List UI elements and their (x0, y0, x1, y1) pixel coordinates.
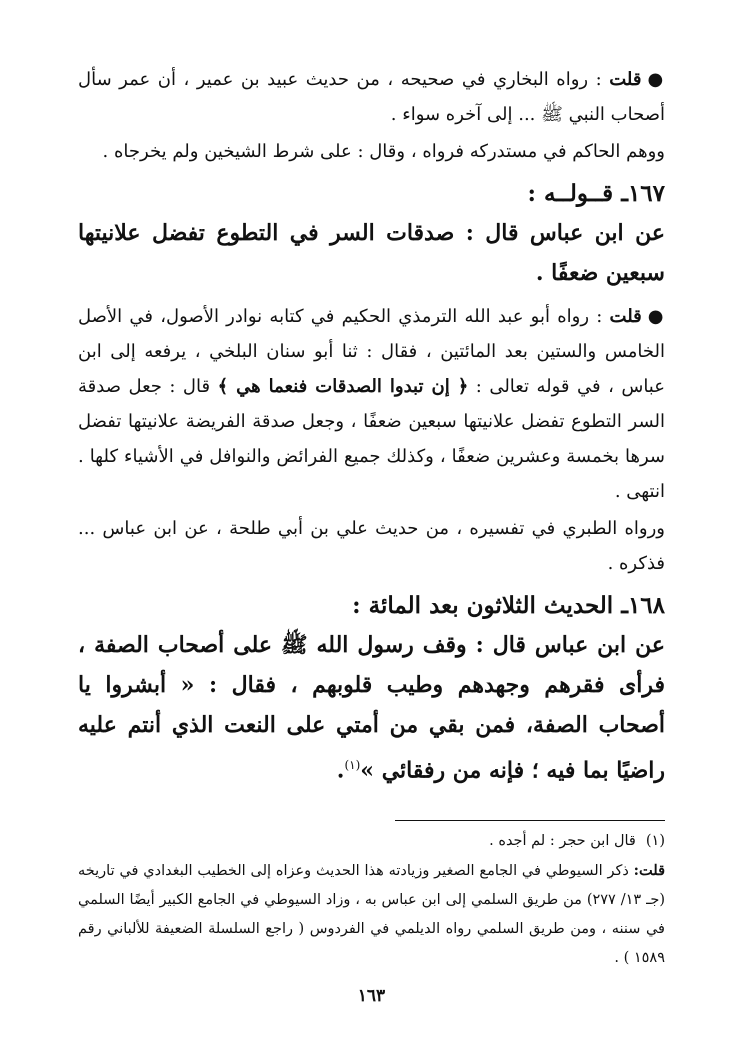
footnote-ref[interactable]: (١) (344, 758, 361, 772)
section-heading-168: ١٦٨ـ الحديث الثلاثون بعد المائة : (352, 592, 665, 619)
footnote-1 (78, 827, 665, 856)
commentary-paragraph-4: ورواه الطبري في تفسيره ، من حديث علي بن أبي طلحة ، عن ابن عباس ... فذكره . (78, 518, 665, 574)
hadith-text: عن ابن عباس قال : وقف رسول الله ﷺ على أصحاب الصفة ، فرأى فقرهم وجهدهم وطيب قلوبهم ، فقال : « أبشروا يا أصحاب الصفة، فمن بقي من أمتي على النعت الذي أنتم عليه راضيًا بما فيه ؛ فإنه من رفقائي » (78, 632, 665, 784)
commentary-paragraph-3 (78, 299, 665, 509)
commentary-text: قال : جعل صدقة السر التطوع تفضل علانيتها سبعين ضعفًا ، وجعل صدقة الفريضة علانيتها تفضل سرها بخمسة وعشرين ضعفًا ، وكذلك جميع الفرائض والنوافل في الأشياء كلها . انتهى . (78, 376, 665, 502)
commentary-lead: قلت (609, 69, 642, 90)
hadith-168: عن ابن عباس قال : وقف رسول الله ﷺ على أصحاب الصفة ، فرأى فقرهم وجهدهم وطيب قلوبهم ، فقال : « أبشروا يا أصحاب الصفة، فمن بقي من أمتي على النعت الذي أنتم عليه راضيًا بما فيه ؛ فإنه من رفقائي »$^{(١)}$. (78, 632, 665, 784)
commentary-paragraph-2: ووهم الحاكم في مستدركه فرواه ، وقال : على شرط الشيخين ولم يخرجاه . (102, 141, 665, 162)
page-number: ١٦٣ (357, 986, 386, 1006)
footnote-divider (395, 820, 665, 821)
commentary-text: : رواه البخاري في صحيحه ، من حديث عبيد بن عمير ، أن عمر سأل أصحاب النبي ﷺ ... إلى آخره سواء . (78, 69, 665, 125)
commentary-text: : رواه أبو عبد الله الترمذي الحكيم في كتابه نوادر الأصول، في الأصل الخامس والستين بعد المائتين ، فقال : ثنا أبو سنان البلخي ، يرفعه إلى ابن عباس ، في قوله تعالى : (78, 306, 665, 397)
bullet-icon: ● (647, 306, 665, 327)
bullet-icon: ● (647, 69, 665, 90)
commentary-paragraph-1 (78, 62, 665, 132)
footnotes (78, 820, 665, 973)
footnote-text: قال ابن حجر : لم أجده . (489, 833, 636, 849)
section-heading-167: ١٦٧ـ قــولــه : (527, 180, 665, 207)
footnote-lead: قلت: (633, 862, 665, 879)
quran-verse: ﴿ إن تبدوا الصدقات فنعما هي ﴾ (217, 376, 469, 397)
commentary-lead: قلت (609, 306, 642, 327)
hadith-167: عن ابن عباس قال : صدقات السر في التطوع تفضل علانيتها سبعين ضعفًا . (78, 220, 665, 286)
footnote-text: ذكر السيوطي في الجامع الصغير وزيادته هذا الحديث وعزاه إلى الخطيب البغدادي في تاريخه (جـ ١٣/ ٢٧٧) من طريق السلمي إلى ابن عباس به ، وزاد السيوطي في الجامع الكبير أيضًا السلمي في سننه ، ومن طريق السلمي رواه الديلمي في الفردوس ( راجع السلسلة الضعيفة للألباني رقم ١٥٨٩ ) . (78, 863, 665, 966)
footnote-2 (78, 856, 665, 973)
footnote-number: (١) (645, 833, 665, 849)
